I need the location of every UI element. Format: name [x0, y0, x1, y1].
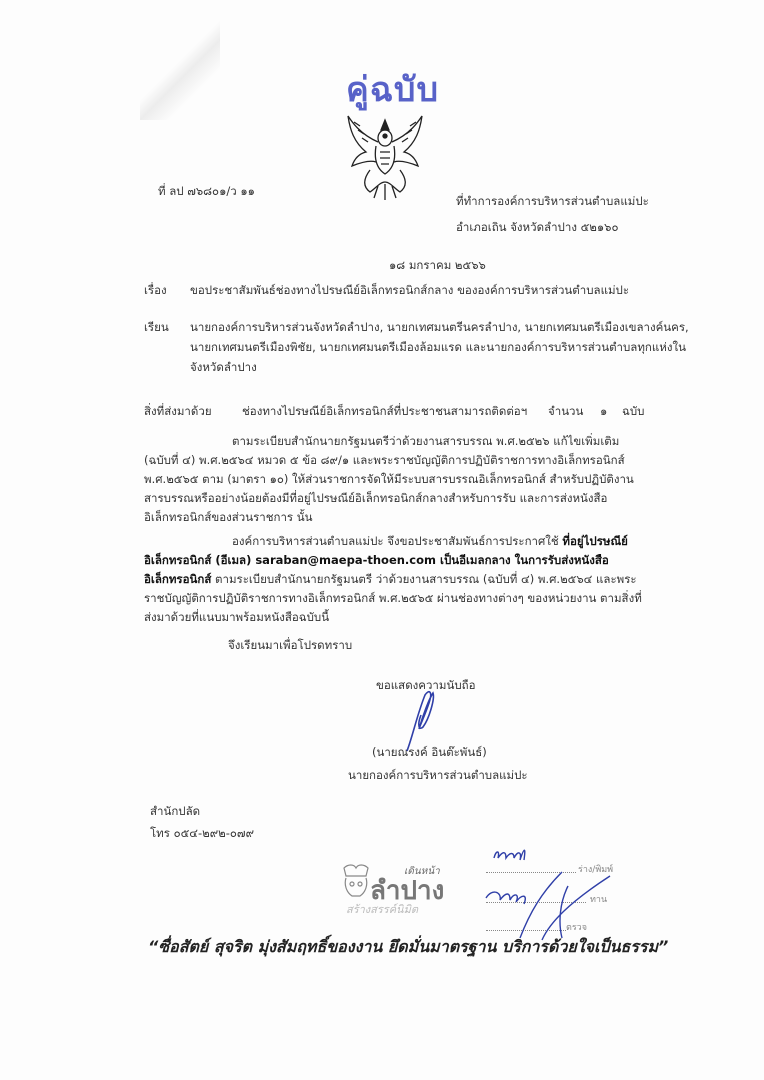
- to-label: เรียน: [144, 320, 169, 334]
- initials-signatures-icon: [480, 842, 640, 942]
- issuer-address-line1: ที่ทำการองค์การบริหารส่วนตำบลแม่ปะ: [456, 194, 649, 208]
- copy-stamp: คู่ฉบับ: [346, 70, 440, 110]
- enclosure-text: ช่องทางไปรษณีย์อิเล็กทรอนิกส์ที่ประชาชนสามารถติดต่อฯ: [242, 404, 528, 418]
- to-line-1: นายกองค์การบริหารส่วนจังหวัดลำปาง, นายกเทศมนตรีนครลำปาง, นายกเทศมนตรีเมืองเขลางค์นคร,: [190, 320, 689, 334]
- to-line-3: จังหวัดลำปาง: [190, 360, 257, 374]
- initial-role-2: ทาน: [590, 895, 608, 905]
- page-fold-shadow: [140, 0, 220, 120]
- enclosure-qty-label: จำนวน: [548, 404, 584, 418]
- logo-top-text: เดินหน้า: [404, 866, 440, 877]
- garuda-emblem-icon: [340, 112, 430, 202]
- initial-role-1: ร่าง/พิมพ์: [578, 865, 614, 875]
- body-paragraph-2: [144, 532, 644, 627]
- logo-main-text: ลำปาง: [370, 876, 445, 906]
- issuer-address-line2: อำเภอเถิน จังหวัดลำปาง ๕๒๑๖๐: [456, 220, 619, 234]
- to-line-2: นายกเทศมนตรีเมืองพิชัย, นายกเทศมนตรีเมืองล้อมแรด และนายกองค์การบริหารส่วนตำบลทุกแห่งใน: [190, 340, 686, 354]
- lampang-logo-icon: [340, 862, 372, 900]
- subject-label: เรื่อง: [144, 283, 167, 297]
- signer-title: นายกองค์การบริหารส่วนตำบลแม่ปะ: [348, 768, 528, 782]
- salutation: ขอแสดงความนับถือ: [376, 678, 476, 692]
- logo-sub-text: สร้างสรรค์นิมิต: [346, 903, 418, 916]
- initial-role-3: ตรวจ: [566, 923, 588, 933]
- body-paragraph-1: ตามระเบียบสำนักนายกรัฐมนตรีว่าด้วยงานสารบรรณ พ.ศ.๒๕๒๖ แก้ไขเพิ่มเติม (ฉบับที่ ๔) พ.ศ.๒๕๖๔ หมวด ๕ ข้อ ๘๙/๑ และพระราชบัญญัติการปฏิบัติราชการทางอิเล็กทรอนิกส์ พ.ศ.๒๕๖๕ ตาม (มาตรา ๑๐) ให้ส่วนราชการจัดให้มีระบบสารบรรณอิเล็กทรอนิกส์ สำหรับปฏิบัติงานสารบรรณหรืออย่างน้อยต้องมีที่อยู่ไปรษณีย์อิเล็กทรอนิกส์กลางสำหรับการรับ และการส่งหนังสืออิเล็กทรอนิกส์ของส่วนราชการ นั้น: [144, 434, 634, 524]
- enclosure-unit: ฉบับ: [622, 404, 645, 418]
- reference-number: ที่ ลป ๗๖๘๐๑/ว ๑๑: [158, 184, 255, 198]
- office-phone: โทร ๐๕๔-๒๙๒-๐๗๙: [150, 826, 254, 840]
- paragraph2-tail: ตามระเบียบสำนักนายกรัฐมนตรี ว่าด้วยงานสารบรรณ (ฉบับที่ ๔) พ.ศ.๒๕๖๔ และพระราชบัญญัติการปฏิบัติราชการทางอิเล็กทรอนิกส์ พ.ศ.๒๕๖๕ ผ่านช่องทางต่างๆ ของหน่วยงาน ตามสิ่งที่ส่งมาด้วยที่แนบมาพร้อมหนังสือฉบับนี้: [144, 572, 642, 624]
- letter-date: ๑๘ มกราคม ๒๕๖๖: [389, 258, 486, 272]
- signer-name: (นายณรงค์ อินต๊ะพันธ์): [372, 745, 487, 759]
- enclosure-label: สิ่งที่ส่งมาด้วย: [144, 404, 212, 418]
- email-announcement: ที่อยู่ไปรษณีย์อิเล็กทรอนิกส์ (อีเมล) saraban@maepa-thoen.com เป็นอีเมลกลาง ในการรับส่งหนังสืออิเล็กทรอนิกส์: [144, 534, 628, 586]
- office-name: สำนักปลัด: [150, 804, 201, 818]
- subject-text: ขอประชาสัมพันธ์ช่องทางไปรษณีย์อิเล็กทรอนิกส์กลาง ขององค์การบริหารส่วนตำบลแม่ปะ: [190, 283, 630, 297]
- closing-request: จึงเรียนมาเพื่อโปรดทราบ: [228, 638, 353, 652]
- organization-motto: “ซื่อสัตย์ สุจริต มุ่งสัมฤทธิ์ของงาน ยึดมั่นมาตรฐาน บริการด้วยใจเป็นธรรม”: [148, 937, 669, 956]
- paragraph2-lead: องค์การบริหารส่วนตำบลแม่ปะ จึงขอประชาสัมพันธ์การประกาศใช้: [232, 534, 563, 548]
- enclosure-qty: ๑: [600, 404, 608, 418]
